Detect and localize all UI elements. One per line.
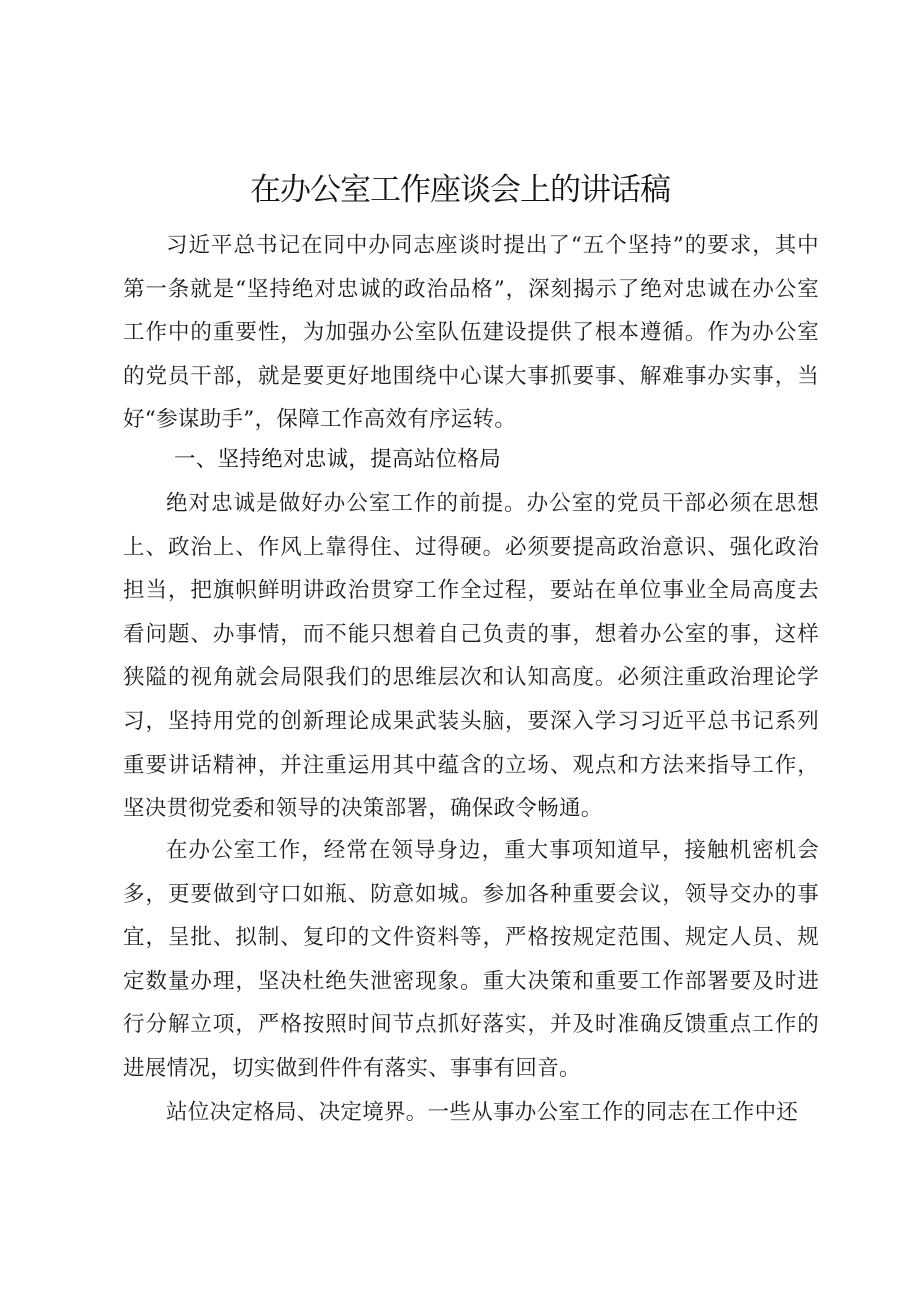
paragraph-intro: 习近平总书记在同中办同志座谈时提出了“五个坚持”的要求，其中第一条就是“坚持绝对忠诚的政治品格”，深刻揭示了绝对忠诚在办公室工作中的重要性，为加强办公室队伍建设提供了根本遵循。作为办公室的党员干部，就是要更好地围绕中心谋大事抓要事、解难事办实事，当好“参谋助手”，保障工作高效有序运转。	[123, 233, 819, 433]
paragraph-standpoint: 站位决定格局、决定境界。一些从事办公室工作的同志在工作中还	[166, 1100, 799, 1125]
paragraph-loyalty: 绝对忠诚是做好办公室工作的前提。办公室的党员干部必须在思想上、政治上、作风上靠得住、过得硬。必须要提高政治意识、强化政治担当，把旗帜鲜明讲政治贯穿工作全过程，要站在单位事业全局高度去看问题、办事情，而不能只想着自己负责的事，想着办公室的事，这样狭隘的视角就会局限我们的思维层次和认知高度。必须注重政治理论学习，坚持用党的创新理论成果武装头脑，要深入学习习近平总书记系列重要讲话精神，并注重运用其中蕴含的立场、观点和方法来指导工作，坚决贯彻党委和领导的决策部署，确保政令畅通。	[123, 491, 819, 822]
section-heading-1: 一、坚持绝对忠诚，提高站位格局	[174, 447, 502, 472]
document-title: 在办公室工作座谈会上的讲话稿	[250, 172, 670, 208]
paragraph-confidentiality: 在办公室工作，经常在领导身边，重大事项知道早，接触机密机会多，更要做到守口如瓶、防意如城。参加各种重要会议，领导交办的事宜，呈批、拟制、复印的文件资料等，严格按规定范围、规定人员、规定数量办理，坚决杜绝失泄密现象。重大决策和重要工作部署要及时进行分解立项，严格按照时间节点抓好落实，并及时准确反馈重点工作的进展情况，切实做到件件有落实、事事有回音。	[123, 838, 819, 1081]
